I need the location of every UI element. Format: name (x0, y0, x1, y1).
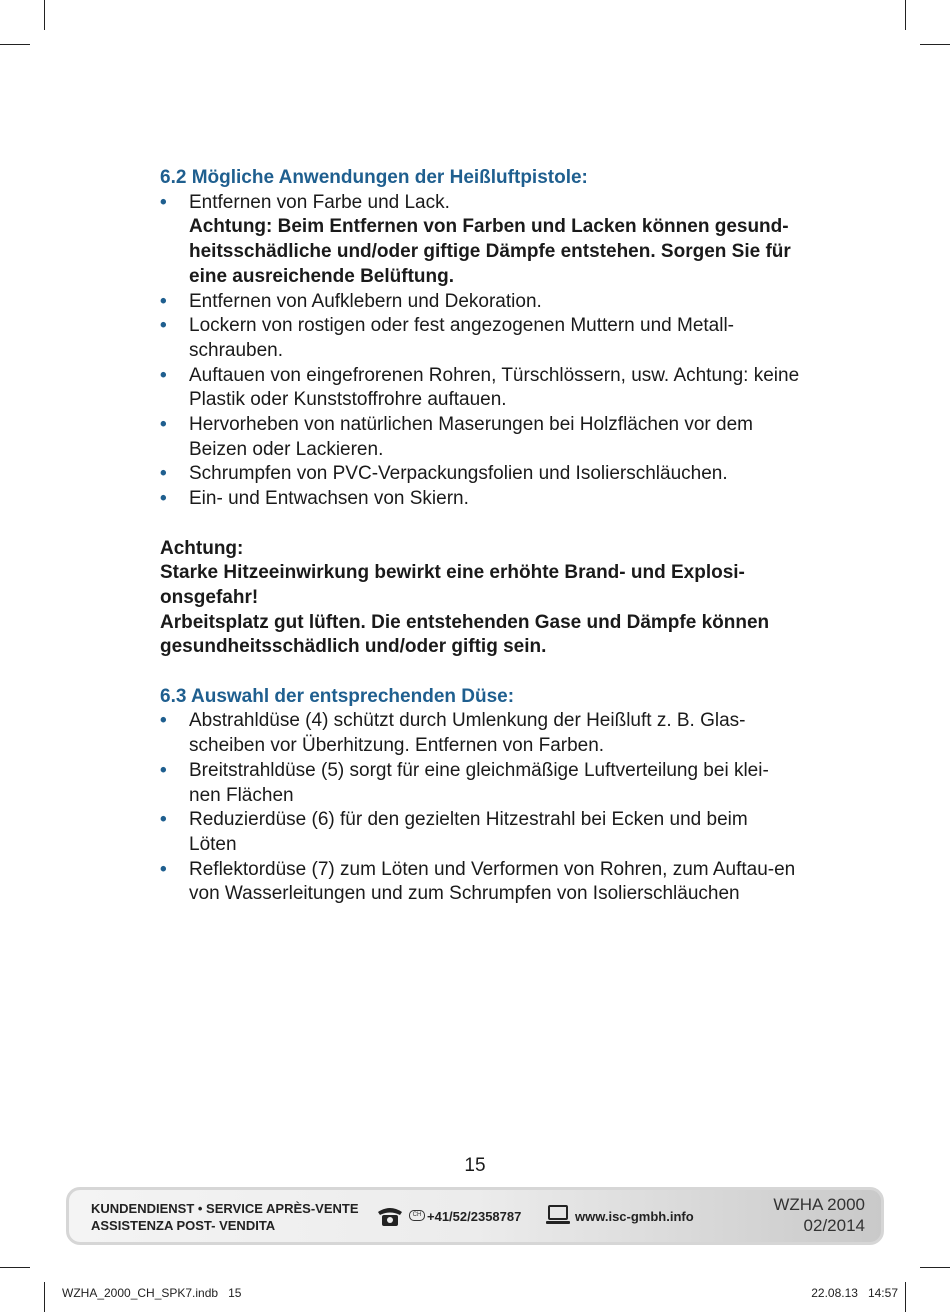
service-line: KUNDENDIENST • SERVICE APRÈS-VENTE (91, 1201, 359, 1216)
list-item (160, 314, 800, 363)
warning-text: Starke Hitzeeinwirkung bewirkt eine erhöhte Brand- und Explosi-onsgefahr! (160, 562, 745, 608)
section-heading-nozzles: 6.3 Auswahl der entsprechenden Düse: (160, 685, 515, 707)
phone-icon (376, 1204, 404, 1228)
crop-mark (905, 0, 906, 30)
service-line: ASSISTENZA POST- VENDITA (91, 1218, 276, 1233)
list-item-text: Reflektordüse (7) zum Löten und Verformen von Rohren, zum Auftau-en von Wasserleitungen und zum Schrumpfen von Isolierschläuchen (189, 858, 796, 905)
print-slug-file: WZHA_2000_CH_SPK7.indb 15 (62, 1286, 242, 1300)
bullet-icon: • (160, 710, 167, 732)
list-item-text: Reduzierdüse (6) für den gezielten Hitzestrahl bei Ecken und beim Löten (189, 809, 748, 855)
list-item (160, 290, 800, 315)
list-item-text: Breitstrahldüse (5) sorgt für eine gleichmäßige Luftverteilung bei klei-nen Flächen (189, 759, 769, 806)
warning-note: Achtung: Beim Entfernen von Farben und Lacken können gesund-heitsschädliche und/oder giftige Dämpfe entstehen. Sorgen Sie für eine ausreichende Belüftung. (189, 216, 791, 287)
model-name: WZHA 2000 (773, 1195, 865, 1214)
warning-text: Arbeitsplatz gut lüften. Die entstehenden Gase und Dämpfe können gesundheitsschädlich und/oder giftig sein. (160, 611, 770, 658)
bullet-icon: • (160, 290, 167, 312)
service-footer (66, 1187, 884, 1245)
service-website: www.isc-gmbh.info (575, 1209, 694, 1224)
list-item (160, 413, 800, 462)
list-item-text: Entfernen von Aufklebern und Dekoration. (189, 290, 542, 312)
bullet-icon: • (160, 191, 167, 213)
list-item (160, 858, 800, 907)
crop-mark (920, 1267, 950, 1268)
list-item (160, 759, 800, 808)
page-content (160, 166, 800, 907)
list-item (160, 462, 800, 487)
bullet-icon: • (160, 364, 167, 386)
list-item-text: Auftauen von eingefrorenen Rohren, Türschlössern, usw. Achtung: keine Plastik oder Kunststoffrohre auftauen. (189, 364, 800, 411)
crop-mark (0, 1267, 30, 1268)
warning-block (160, 537, 800, 661)
applications-list (160, 191, 800, 512)
crop-mark (920, 44, 950, 45)
list-item-text: Abstrahldüse (4) schützt durch Umlenkung der Heißluft z. B. Glas-scheiben vor Überhitzung. Entfernen von Farben. (189, 710, 746, 757)
bullet-icon: • (160, 759, 167, 781)
list-item-text: Schrumpfen von PVC-Verpackungsfolien und Isolierschläuchen. (189, 463, 728, 485)
list-item-text: Entfernen von Farbe und Lack. (189, 191, 450, 213)
list-item (160, 487, 800, 512)
crop-mark (0, 44, 30, 45)
crop-mark (44, 1282, 45, 1312)
section-heading-applications: 6.2 Mögliche Anwendungen der Heißluftpistole: (160, 167, 588, 188)
bullet-icon: • (160, 858, 167, 880)
bullet-icon: • (160, 488, 167, 510)
list-item (160, 709, 800, 758)
page-number: 15 (464, 1155, 486, 1176)
bullet-icon: • (160, 414, 167, 436)
nozzle-section (160, 685, 800, 907)
list-item-text: Ein- und Entwachsen von Skiern. (189, 488, 469, 510)
bullet-icon: • (160, 809, 167, 831)
list-item-text: Lockern von rostigen oder fest angezogenen Muttern und Metall-schrauben. (189, 315, 734, 361)
bullet-icon: • (160, 463, 167, 485)
laptop-icon (545, 1204, 571, 1226)
nozzles-list (160, 709, 800, 907)
list-item (160, 808, 800, 857)
country-badge: CH (409, 1210, 425, 1221)
crop-mark (44, 0, 45, 30)
service-label (91, 1200, 358, 1234)
bullet-icon: • (160, 315, 167, 337)
service-phone: +41/52/2358787 (427, 1209, 522, 1224)
edition-date: 02/2014 (803, 1216, 865, 1235)
crop-mark (905, 1282, 906, 1312)
print-slug-timestamp: 22.08.13 14:57 (811, 1286, 898, 1300)
model-info (773, 1194, 865, 1236)
warning-label: Achtung: (160, 537, 244, 559)
list-item (160, 191, 800, 290)
list-item-text: Hervorheben von natürlichen Maserungen bei Holzflächen vor dem Beizen oder Lackieren. (189, 414, 753, 460)
list-item (160, 364, 800, 413)
